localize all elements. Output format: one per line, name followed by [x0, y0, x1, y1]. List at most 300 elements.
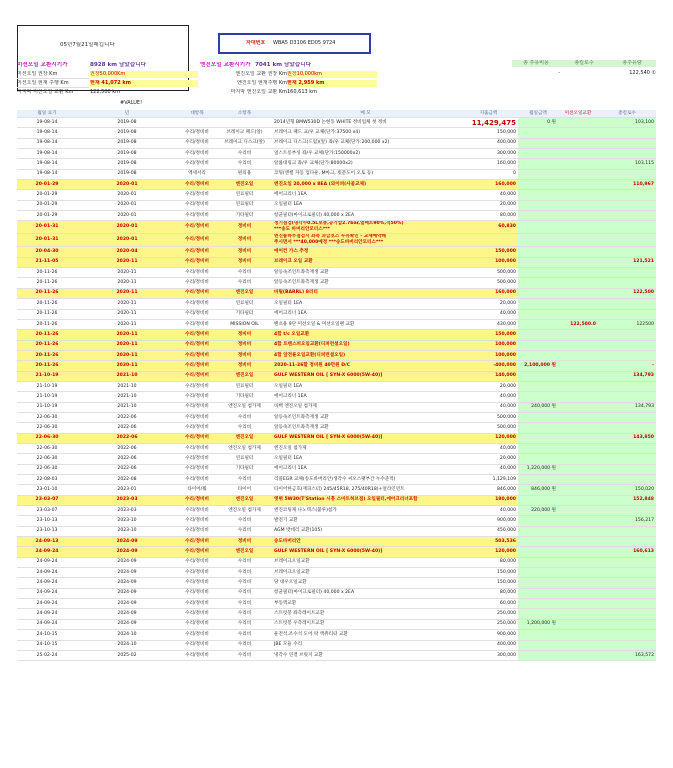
mission-cell — [558, 630, 598, 640]
year-cell: 2019-08 — [77, 159, 177, 169]
year-cell: 2023-03 — [77, 506, 177, 516]
mission-cell — [558, 557, 598, 567]
memo-cell: 오일필터 1EA — [272, 200, 459, 210]
mission-remaining-label: 미션오일 교환시기가 — [17, 62, 68, 68]
major-cell: 수리/정비비 — [177, 257, 217, 267]
km-cell — [598, 619, 656, 629]
date-cell: 19-08-14 — [17, 118, 77, 128]
major-cell: 수리/정비비 — [177, 299, 217, 309]
date-cell: 20-11-26 — [17, 319, 77, 329]
mission-cell — [558, 609, 598, 619]
major-cell — [177, 118, 217, 128]
minor-cell: MISSION OIL — [217, 319, 272, 329]
memo-cell — [272, 221, 459, 234]
table-row — [17, 361, 656, 371]
table-row — [17, 599, 656, 609]
date-cell: 20-11-26 — [17, 268, 77, 278]
major-cell: 수리/정비비 — [177, 650, 217, 660]
major-cell: 수리/정비비 — [177, 361, 217, 371]
amount-cell: 140,000 — [459, 371, 518, 381]
amount-cell: 11,429,475 — [459, 118, 518, 128]
minor-cell: 정비비 — [217, 247, 272, 257]
year-cell: 2024-09 — [77, 557, 177, 567]
major-cell: 수리/정비비 — [177, 159, 217, 169]
table-row — [17, 609, 656, 619]
amount-cell: 846,000 — [459, 485, 518, 495]
maintenance-log-table — [17, 110, 656, 661]
minor-cell: 엔진오일 첨가제 — [217, 443, 272, 453]
memo-cell: 운전석,조수석 도어 락 액츄티터 교환 — [272, 630, 459, 640]
monthly-cell — [518, 516, 558, 526]
summary-head-fuel-amount: 총주유량 — [608, 60, 656, 67]
major-cell: 수리/정비비 — [177, 609, 217, 619]
table-row — [17, 464, 656, 474]
monthly-cell — [518, 640, 558, 650]
mission-cell — [558, 288, 598, 298]
monthly-cell — [518, 454, 558, 464]
memo-cell: 브레이크오일교환 — [272, 568, 459, 578]
mission-recommended-value: 권장50,000Km — [90, 71, 198, 78]
amount-cell: 20,000 — [459, 299, 518, 309]
year-cell: 2024-09 — [77, 599, 177, 609]
amount-cell: 120,000 — [459, 433, 518, 443]
vin-number: WBA5 D3106 ED05 9724 — [273, 40, 336, 46]
year-cell: 2020-11 — [77, 278, 177, 288]
date-cell: 23-10-13 — [17, 526, 77, 536]
col-year: 년 — [77, 110, 177, 118]
amount-cell: 80,000 — [459, 211, 518, 221]
minor-cell: 엔진오일 — [217, 547, 272, 557]
mission-cell — [558, 330, 598, 340]
minor-cell: 수리비 — [217, 599, 272, 609]
major-cell: 수리/정비비 — [177, 506, 217, 516]
km-cell — [598, 211, 656, 221]
amount-cell: 150,000 — [459, 247, 518, 257]
monthly-cell — [518, 247, 558, 257]
table-row — [17, 650, 656, 660]
memo-cell: AGM 밧데리 교환(105) — [272, 526, 459, 536]
date-cell: 24-09-13 — [17, 537, 77, 547]
major-cell: 수리/정비비 — [177, 454, 217, 464]
table-row — [17, 211, 656, 221]
mission-cell — [558, 443, 598, 453]
major-cell: 수리/정비비 — [177, 537, 217, 547]
date-cell: 19-08-14 — [17, 159, 77, 169]
memo-cell: 엔진오일 첨가제 — [272, 443, 459, 453]
memo-cell: 엣뷔 5W30(T'Station 시흥 스마트허브점) 오일필터,에어크리너포함 — [272, 495, 459, 505]
amount-cell: 150,000 — [459, 578, 518, 588]
amount-cell: 150,000 — [459, 330, 518, 340]
km-cell — [598, 640, 656, 650]
date-cell: 20-11-26 — [17, 350, 77, 360]
major-cell: 수리/정비비 — [177, 190, 217, 200]
mission-cell — [558, 506, 598, 516]
year-cell: 2019-08 — [77, 149, 177, 159]
year-cell: 2020-11 — [77, 319, 177, 329]
table-row — [17, 221, 656, 234]
amount-cell: 150,000 — [459, 568, 518, 578]
amount-cell: 0 — [459, 169, 518, 179]
date-cell: 25-02-24 — [17, 650, 77, 660]
minor-cell — [217, 118, 272, 128]
amount-cell: 160,000 — [459, 159, 518, 169]
amount-cell: 40,000 — [459, 392, 518, 402]
mission-cell — [558, 211, 598, 221]
minor-cell: 수리비 — [217, 268, 272, 278]
date-cell: 23-03-07 — [17, 495, 77, 505]
km-cell — [598, 609, 656, 619]
mission-recommended-label: 미션오일 권장 Km — [17, 71, 89, 79]
monthly-cell — [518, 211, 558, 221]
date-cell: 21-10-19 — [17, 381, 77, 391]
minor-cell: 기타필터 — [217, 464, 272, 474]
date-cell: 24-09-24 — [17, 557, 77, 567]
table-row — [17, 485, 656, 495]
memo-cell: 브레이크 오일 교환 — [272, 257, 459, 267]
memo-cell: 알룹대링크 좌/우 교체(단가:80000x2) — [272, 159, 459, 169]
memo-cell: 엔진오일 20,000 x 8EA (와이퍼(사골교체) — [272, 180, 459, 190]
year-cell: 2020-01 — [77, 200, 177, 210]
mission-cell — [558, 412, 598, 422]
date-cell: 20-11-26 — [17, 309, 77, 319]
km-cell — [598, 568, 656, 578]
memo-cell: 4합 트랜스퍼오일교환(디퍼런셜오일) — [272, 340, 459, 350]
major-cell: 수리/정비비 — [177, 423, 217, 433]
minor-cell: 엔진오일 첨가제 — [217, 506, 272, 516]
table-row — [17, 180, 656, 190]
mission-cell — [558, 475, 598, 485]
year-cell: 2020-11 — [77, 350, 177, 360]
date-cell: 20-04-30 — [17, 247, 77, 257]
table-row — [17, 568, 656, 578]
year-cell: 2020-04 — [77, 247, 177, 257]
memo-cell: 오일필터 1EA — [272, 299, 459, 309]
amount-cell: 300,000 — [459, 650, 518, 660]
col-amount: 지출금액 — [459, 110, 518, 118]
table-row — [17, 640, 656, 650]
minor-cell: 엔진오일 — [217, 288, 272, 298]
year-cell: 2024-10 — [77, 640, 177, 650]
amount-cell: 900,000 — [459, 516, 518, 526]
memo-cell: 오일필터 1EA — [272, 381, 459, 391]
monthly-cell — [518, 557, 558, 567]
mission-cell — [558, 247, 598, 257]
mission-cell — [558, 180, 598, 190]
table-row — [17, 516, 656, 526]
table-row — [17, 557, 656, 567]
amount-cell: 40,000 — [459, 443, 518, 453]
amount-cell: 160,000 — [459, 180, 518, 190]
minor-cell: 수리비 — [217, 475, 272, 485]
date-cell: 24-09-24 — [17, 588, 77, 598]
memo-cell: 알등속조인트좌측재생 교환 — [272, 412, 459, 422]
year-cell: 2021-10 — [77, 371, 177, 381]
minor-cell: 정비비 — [217, 257, 272, 267]
year-cell: 2023-10 — [77, 526, 177, 536]
mission-cell — [558, 159, 598, 169]
date-cell: 24-09-24 — [17, 568, 77, 578]
summary-block — [512, 60, 656, 80]
table-row — [17, 392, 656, 402]
major-cell: 수리/정비비 — [177, 392, 217, 402]
date-cell: 23-01-10 — [17, 485, 77, 495]
minor-cell: 연료필터 — [217, 190, 272, 200]
table-row — [17, 619, 656, 629]
km-cell — [598, 454, 656, 464]
mission-current-value: 현재 41,072 km — [90, 80, 198, 87]
memo-cell: 오일필터 1EA — [272, 454, 459, 464]
minor-cell: 수리비 — [217, 630, 272, 640]
km-cell — [598, 340, 656, 350]
km-cell — [598, 169, 656, 179]
date-cell: 22-06-30 — [17, 454, 77, 464]
table-row — [17, 578, 656, 588]
table-row — [17, 495, 656, 505]
table-row — [17, 268, 656, 278]
year-cell: 2020-11 — [77, 309, 177, 319]
date-cell: 19-08-14 — [17, 138, 77, 148]
km-cell — [598, 557, 656, 567]
major-cell: 수리/정비비 — [177, 443, 217, 453]
table-row — [17, 371, 656, 381]
summary-fuel-cost: - — [558, 70, 560, 76]
km-cell — [598, 526, 656, 536]
major-cell: 수리/정비비 — [177, 128, 217, 138]
date-cell: 22-06-30 — [17, 433, 77, 443]
amount-cell: 1,129,109 — [459, 475, 518, 485]
year-cell: 2020-11 — [77, 257, 177, 267]
km-cell: 134,793 — [598, 402, 656, 412]
col-date: 월일 요기 — [17, 110, 77, 118]
monthly-cell — [518, 288, 558, 298]
engine-recommended-label: 엔진오일 교환 권장 Km — [235, 71, 287, 77]
date-cell: 24-09-24 — [17, 599, 77, 609]
amount-cell: 500,000 — [459, 412, 518, 422]
year-cell: 2020-01 — [77, 211, 177, 221]
amount-cell: 300,000 — [459, 149, 518, 159]
major-cell: 수리/정비비 — [177, 547, 217, 557]
major-cell: 수리/정비비 — [177, 309, 217, 319]
mission-cell — [558, 350, 598, 360]
major-cell: 수리/정비비 — [177, 599, 217, 609]
major-cell: 수리/정비비 — [177, 200, 217, 210]
monthly-cell — [518, 475, 558, 485]
major-cell: 수리/정비비 — [177, 149, 217, 159]
memo-cell — [272, 234, 459, 247]
memo-cell: 브레이크오일교환 — [272, 557, 459, 567]
memo-cell: GULF WESTERN OIL [ SYN-X 6000(5W-40)] — [272, 433, 459, 443]
amount-cell: 180,000 — [459, 495, 518, 505]
date-cell: 24-09-24 — [17, 609, 77, 619]
memo-cell: 바뻑 엔진오일 첨가제 — [272, 402, 459, 412]
major-cell: 수리/정비비 — [177, 350, 217, 360]
monthly-cell — [518, 412, 558, 422]
minor-cell: 수리비 — [217, 578, 272, 588]
mission-cell — [558, 640, 598, 650]
mission-cell — [558, 309, 598, 319]
km-cell — [598, 309, 656, 319]
amount-cell: 400,000 — [459, 640, 518, 650]
year-cell: 2020-01 — [77, 234, 177, 247]
mission-cell — [558, 118, 598, 128]
mission-cell — [558, 526, 598, 536]
table-row — [17, 247, 656, 257]
monthly-cell — [518, 234, 558, 247]
km-cell — [598, 247, 656, 257]
amount-cell: 500,000 — [459, 278, 518, 288]
table-row — [17, 526, 656, 536]
memo-cell: 당 대우오일교환 — [272, 578, 459, 588]
memo-cell: 항균필터(마이크로필터) 40,000 x 2EA — [272, 211, 459, 221]
mission-cell — [558, 268, 598, 278]
minor-cell: 수리비 — [217, 609, 272, 619]
table-row — [17, 475, 656, 485]
mission-cell — [558, 149, 598, 159]
date-cell: 24-10-15 — [17, 640, 77, 650]
amount-cell: 40,000 — [459, 190, 518, 200]
monthly-cell — [518, 159, 558, 169]
monthly-cell — [518, 495, 558, 505]
date-cell: 24-09-24 — [17, 547, 77, 557]
memo-cell: 에어크리너 1EA — [272, 190, 459, 200]
monthly-cell — [518, 169, 558, 179]
minor-cell: 정비비 — [217, 350, 272, 360]
mission-cell — [558, 392, 598, 402]
km-cell: - — [598, 361, 656, 371]
mission-cell — [558, 578, 598, 588]
monthly-cell: 0 원 — [518, 118, 558, 128]
mission-cell — [558, 568, 598, 578]
memo-cell: 브레이크 디스크(드럼)(앞) 좌/우 교체(단가:200,000 x2) — [272, 138, 459, 148]
memo-cell: JBE 모듈 수리 — [272, 640, 459, 650]
mission-cell — [558, 537, 598, 547]
year-cell: 2024-09 — [77, 578, 177, 588]
mission-cell — [558, 190, 598, 200]
value-error: #VALUE! — [120, 100, 143, 106]
table-row — [17, 537, 656, 547]
monthly-cell — [518, 221, 558, 234]
minor-cell: 정비비 — [217, 234, 272, 247]
memo-cell: 에어크리너 1EA — [272, 392, 459, 402]
table-row — [17, 159, 656, 169]
vin-label: 자대번호 — [246, 40, 266, 46]
minor-cell: 엔진오일 — [217, 433, 272, 443]
date-cell: 19-08-14 — [17, 149, 77, 159]
minor-cell: 정비비 — [217, 340, 272, 350]
engine-last-label: 마지막 엔진오일 교환 Km — [230, 89, 287, 95]
year-cell: 2022-06 — [77, 433, 177, 443]
date-cell: 20-11-26 — [17, 361, 77, 371]
km-cell — [598, 278, 656, 288]
monthly-cell — [518, 371, 558, 381]
amount-cell — [459, 234, 518, 247]
km-cell — [598, 588, 656, 598]
km-cell: 110,967 — [598, 180, 656, 190]
km-cell — [598, 506, 656, 516]
memo-cell: 얼스트롱부싱 좌/우 교체(단가:150000x2) — [272, 149, 459, 159]
memo-cell: 리콜EGR 교체(송도바버리안)생각수 씨오스팻부간 누수준적) — [272, 475, 459, 485]
minor-cell: 정비비 — [217, 330, 272, 340]
date-cell: 21-11-05 — [17, 257, 77, 267]
mission-cell — [558, 599, 598, 609]
mission-cell — [558, 402, 598, 412]
monthly-cell — [518, 350, 558, 360]
year-cell: 2019-08 — [77, 169, 177, 179]
km-cell — [598, 423, 656, 433]
engine-remaining-km: 7041 km 남았습니다 — [255, 62, 312, 68]
monthly-cell — [518, 149, 558, 159]
date-note: 05년7월21일패킵니다 — [60, 42, 115, 48]
major-cell: 수리/정비비 — [177, 619, 217, 629]
major-cell: 액세서리 — [177, 169, 217, 179]
minor-cell: 수리비 — [217, 149, 272, 159]
major-cell: 수리/정비비 — [177, 630, 217, 640]
year-cell: 2020-11 — [77, 330, 177, 340]
mission-cell — [558, 200, 598, 210]
mission-cell — [558, 547, 598, 557]
amount-cell: 250,000 — [459, 609, 518, 619]
mission-cell — [558, 340, 598, 350]
major-cell: 타이어/휠 — [177, 485, 217, 495]
minor-cell: 편의용 — [217, 169, 272, 179]
km-cell: 122,500 — [598, 288, 656, 298]
amount-cell: 80,000 — [459, 588, 518, 598]
km-cell — [598, 392, 656, 402]
amount-cell: 250,000 — [459, 619, 518, 629]
memo-cell: GULF WESTERN OIL [ SYN-X 6000(5W-40)] — [272, 371, 459, 381]
date-cell: 21-10-19 — [17, 392, 77, 402]
mission-cell — [558, 361, 598, 371]
minor-cell: 연료필터 — [217, 200, 272, 210]
col-km: 총킬로수 — [598, 110, 656, 118]
amount-cell: 400,000 — [459, 138, 518, 148]
amount-cell: 20,000 — [459, 454, 518, 464]
memo-cell: 부동액교환 — [272, 599, 459, 609]
memo-cell: 발전기 교환 — [272, 516, 459, 526]
engine-recommended-value: 권장10,000km — [287, 71, 377, 78]
monthly-cell — [518, 257, 558, 267]
minor-cell: 엔진오일 — [217, 495, 272, 505]
date-cell: 21-10-19 — [17, 371, 77, 381]
major-cell: 수리/정비비 — [177, 557, 217, 567]
mission-cell — [558, 423, 598, 433]
monthly-cell — [518, 568, 558, 578]
km-cell: 160,613 — [598, 547, 656, 557]
table-row — [17, 412, 656, 422]
date-cell: 20-11-26 — [17, 340, 77, 350]
memo-line-2: ***송도 바버리안모터스*** — [274, 227, 330, 233]
monthly-cell — [518, 630, 558, 640]
date-cell: 20-01-29 — [17, 190, 77, 200]
km-cell: 152,848 — [598, 495, 656, 505]
date-cell: 20-01-29 — [17, 200, 77, 210]
memo-cell: 알등속조인트좌측재생 교환 — [272, 268, 459, 278]
year-cell: 2022-06 — [77, 423, 177, 433]
table-row — [17, 588, 656, 598]
table-row — [17, 309, 656, 319]
minor-cell: 수리비 — [217, 640, 272, 650]
year-cell: 2019-08 — [77, 118, 177, 128]
km-cell — [598, 200, 656, 210]
major-cell: 수리/정비비 — [177, 371, 217, 381]
monthly-cell — [518, 650, 558, 660]
monthly-cell — [518, 547, 558, 557]
km-cell — [598, 190, 656, 200]
table-header-row — [17, 110, 656, 118]
col-memo: 메 모 — [272, 110, 459, 118]
km-cell: 134,793 — [598, 371, 656, 381]
mission-cell — [558, 299, 598, 309]
